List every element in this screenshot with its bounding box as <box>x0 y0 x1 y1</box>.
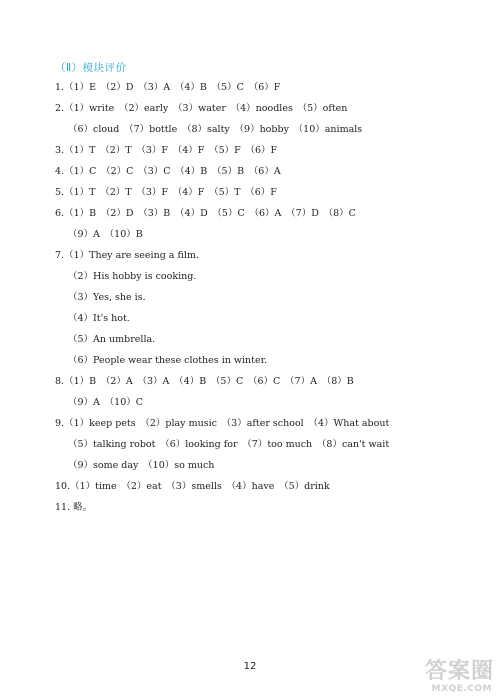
watermark-site: MXQE.COM <box>431 684 492 694</box>
answer-line-5: 5.（1）T （2）T （3）F （4）F （5）T （6）F <box>55 187 277 198</box>
answer-line-7: 7.（1）They are seeing a film. <box>55 250 199 261</box>
answer-line-6: 6.（1）B （2）D （3）B （4）D （5）C （6）A （7）D （8）C <box>55 208 356 219</box>
answer-line-3: 3.（1）T （2）T （3）F （4）F （5）F （6）F <box>55 145 278 156</box>
watermark-title: 答案圈 <box>424 659 494 684</box>
answer-line-2b: （6）cloud （7）bottle （8）salty （9）hobby （10）animals <box>68 124 363 135</box>
page-number: 12 <box>243 661 257 672</box>
answer-line-7c: （3）Yes, she is. <box>68 292 146 303</box>
answer-line-1: 1.（1）E （2）D （3）A （4）B （5）C （6）F <box>55 82 281 93</box>
watermark-logo <box>404 654 496 694</box>
answer-line-11: 11. 略。 <box>55 502 93 513</box>
answer-line-9c: （9）some day （10）so much <box>68 460 215 471</box>
answer-line-7e: （5）An umbrella. <box>68 334 156 345</box>
answer-line-8b: （9）A （10）C <box>68 397 144 408</box>
answer-line-8: 8.（1）B （2）A （3）A （4）B （5）C （6）C （7）A （8）B <box>55 376 354 387</box>
answer-line-7b: （2）His hobby is cooking. <box>68 271 197 282</box>
section-heading: （Ⅱ）模块评价 <box>55 62 127 74</box>
answer-line-6b: （9）A （10）B <box>68 229 143 240</box>
answer-line-9: 9.（1）keep pets （2）play music （3）after school （4）What about <box>55 418 390 429</box>
answer-line-7f: （6）People wear these clothes in winter. <box>68 355 268 366</box>
answer-line-10: 10.（1）time （2）eat （3）smells （4）have （5）drink <box>55 481 330 492</box>
answer-line-2: 2.（1）write （2）early （3）water （4）noodles （5）often <box>55 103 348 114</box>
answer-line-7d: （4）It's hot. <box>68 313 130 324</box>
answer-line-4: 4.（1）C （2）C （3）C （4）B （5）B （6）A <box>55 166 281 177</box>
answer-line-9b: （5）talking robot （6）looking for （7）too much （8）can't wait <box>68 439 390 450</box>
